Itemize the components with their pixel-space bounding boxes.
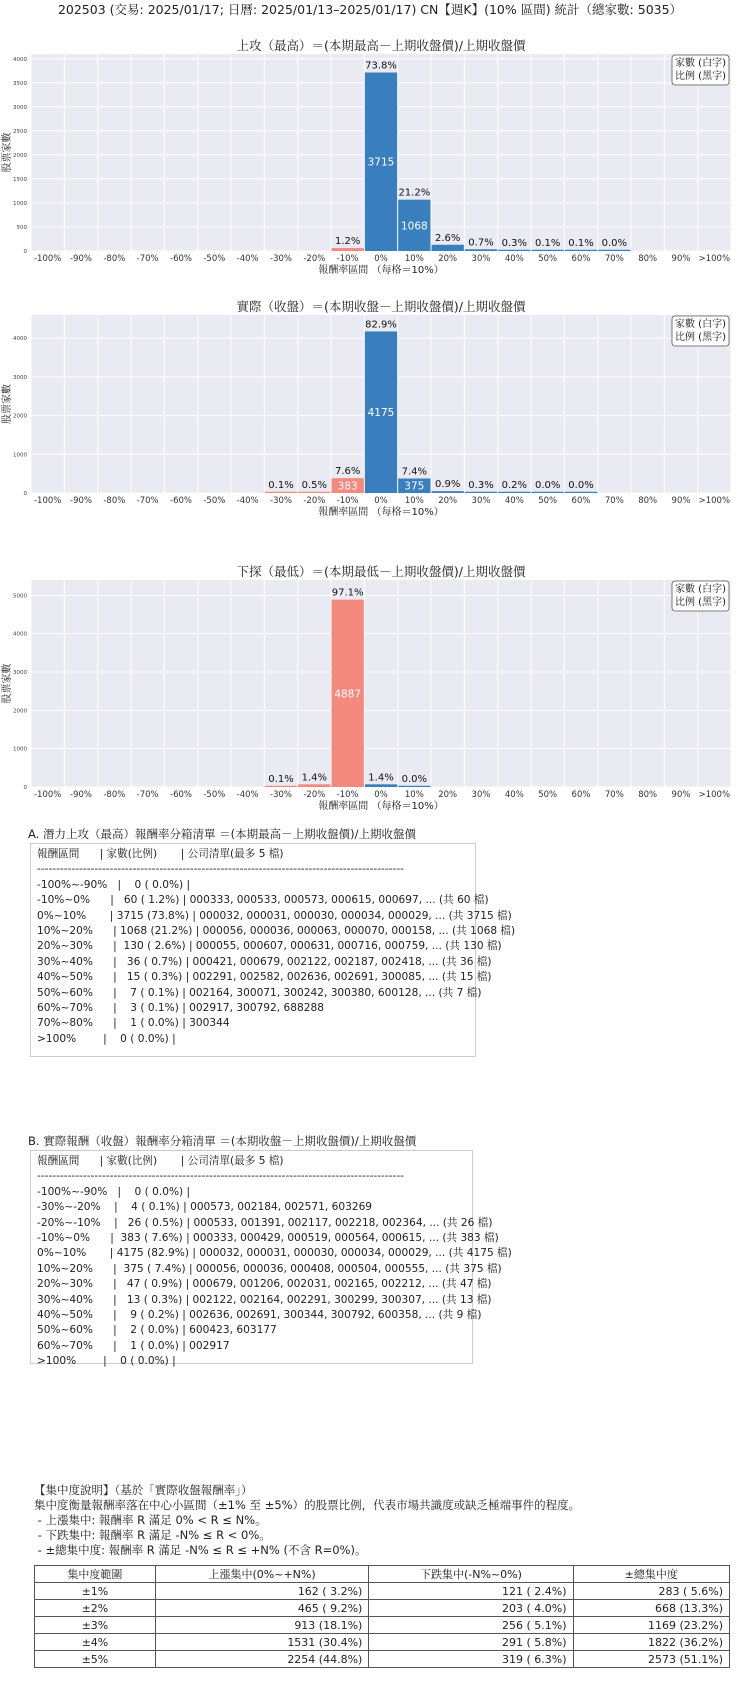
list-item: 0%~10% | 4175 (82.9%) | 000032, 000031, 000030, 000034, 000029, ... (共 4175 檔)	[37, 1247, 512, 1260]
x-tick-label: -60%	[170, 496, 192, 506]
list-item: >100% | 0 ( 0.0%) |	[37, 1032, 176, 1045]
list-item: -100%~-90% | 0 ( 0.0%) |	[37, 878, 191, 891]
bar-count-label: 375	[404, 480, 425, 493]
table-row	[35, 1617, 730, 1634]
x-tick-label: -30%	[270, 254, 292, 264]
x-tick-label: 30%	[471, 790, 491, 800]
table-row	[35, 1583, 730, 1600]
bar-pct-label: 7.6%	[334, 466, 361, 478]
chart-title: 下探（最低）＝(本期最低－上期收盤價)/上期收盤價	[236, 564, 526, 579]
list-item: 10%~20% | 375 ( 7.4%) | 000056, 000036, 000408, 000504, 000555, ... (共 375 檔)	[37, 1262, 502, 1275]
y-tick-label: 1000	[13, 452, 27, 459]
bar-pct-label: 0.2%	[501, 479, 528, 491]
bar	[398, 786, 430, 787]
table-cell: 2254 (44.8%)	[155, 1651, 369, 1668]
x-tick-label: >100%	[698, 496, 731, 506]
legend-entry: 家數 (白字)	[675, 319, 726, 330]
concentration-header-row	[35, 1566, 730, 1583]
list-item: 0%~10% | 3715 (73.8%) | 000032, 000031, 000030, 000034, 000029, ... (共 3715 檔)	[37, 909, 512, 922]
list-divider: ------------------------------------------------------------------------------------------------	[37, 1170, 404, 1183]
bar	[565, 492, 597, 493]
bar-count-label: 383	[337, 480, 358, 493]
table-row	[35, 1634, 730, 1651]
y-axis-label: 股票家數	[2, 663, 13, 704]
table-cell: 256 ( 5.1%)	[369, 1617, 573, 1634]
x-tick-label: 40%	[504, 496, 524, 506]
x-tick-label: 30%	[471, 254, 491, 264]
list-item: 20%~30% | 47 ( 0.9%) | 000679, 001206, 002031, 002165, 002212, ... (共 47 檔)	[37, 1278, 492, 1291]
x-tick-label: 50%	[538, 790, 558, 800]
concentration-line: - 下跌集中: 報酬率 R 滿足 -N% ≤ R < 0%。	[34, 1528, 271, 1542]
legend-entry: 家數 (白字)	[675, 584, 726, 595]
table-cell: 465 ( 9.2%)	[155, 1600, 369, 1617]
bar	[265, 786, 297, 787]
x-tick-label: 30%	[471, 496, 491, 506]
list-b-title: B. 實際報酬（收盤）報酬率分箱清單 ＝(本期收盤－上期收盤價)/上期收盤價	[28, 1134, 417, 1148]
table-cell: 1531 (30.4%)	[155, 1634, 369, 1651]
bar	[298, 784, 330, 787]
list-item: 70%~80% | 1 ( 0.0%) | 300344	[37, 1017, 230, 1030]
table-cell: 319 ( 6.3%)	[369, 1651, 573, 1668]
table-row	[35, 1651, 730, 1668]
y-axis-label: 股票家數	[2, 384, 13, 424]
bar-pct-label: 73.8%	[365, 60, 397, 72]
y-tick-label: 4000	[13, 336, 27, 343]
bar	[298, 492, 330, 493]
y-tick-label: 0	[23, 249, 27, 255]
x-tick-label: -30%	[270, 790, 292, 800]
bar-pct-label: 0.0%	[568, 479, 594, 491]
x-tick-label: -100%	[33, 496, 62, 506]
x-tick-label: -100%	[33, 790, 62, 800]
x-tick-label: -70%	[136, 496, 159, 506]
x-tick-label: 60%	[571, 496, 591, 506]
y-axis-label: 股票家數	[2, 132, 13, 173]
x-tick-label: 90%	[671, 254, 691, 264]
chart-title: 上攻（最高）＝(本期最高－上期收盤價)/上期收盤價	[236, 38, 526, 53]
table-cell: 162 ( 3.2%)	[155, 1583, 369, 1600]
list-item: -10%~0% | 60 ( 1.2%) | 000333, 000533, 000573, 000615, 000697, ... (共 60 檔)	[37, 894, 489, 907]
bar	[265, 492, 297, 493]
list-header: 報酬區間 | 家數(比例) | 公司清單(最多 5 檔)	[37, 1155, 284, 1167]
x-tick-label: 20%	[438, 254, 458, 264]
x-axis-label: 報酬率區間 （每格＝10%）	[318, 507, 444, 518]
list-divider: ------------------------------------------------------------------------------------------------	[37, 863, 404, 876]
x-tick-label: 10%	[404, 254, 424, 264]
x-tick-label: -100%	[33, 254, 62, 264]
x-tick-label: -70%	[136, 790, 159, 800]
table-cell: 291 ( 5.8%)	[369, 1634, 573, 1651]
legend-entry: 比例 (黑字)	[675, 332, 726, 343]
bar-pct-label: 1.4%	[301, 772, 328, 784]
list-item: >100% | 0 ( 0.0%) |	[37, 1355, 176, 1368]
bar	[498, 250, 530, 251]
x-tick-label: -90%	[70, 254, 92, 264]
bar	[532, 492, 564, 493]
list-item: 50%~60% | 7 ( 0.1%) | 002164, 300071, 300242, 300380, 600128, ... (共 7 檔)	[37, 986, 482, 999]
bar-count-label: 1068	[400, 220, 428, 233]
chart-actual	[0, 296, 740, 550]
legend-entry: 比例 (黑字)	[675, 71, 726, 82]
x-tick-label: -40%	[236, 254, 259, 264]
concentration-line: - ±總集中度: 報酬率 R 滿足 -N% ≤ R ≤ +N% (不含 R=0%)。	[34, 1543, 367, 1557]
y-tick-label: 2500	[13, 128, 27, 135]
table-cell: 121 ( 2.4%)	[369, 1583, 573, 1600]
chart-upside	[0, 35, 740, 289]
x-tick-label: 70%	[604, 496, 624, 506]
x-tick-label: 80%	[638, 496, 658, 506]
y-tick-label: 2000	[13, 708, 27, 715]
x-tick-label: -50%	[203, 254, 226, 264]
list-b-box	[30, 1150, 512, 1368]
x-tick-label: -70%	[136, 254, 159, 264]
table-cell: ±3%	[35, 1617, 156, 1634]
list-item: -20%~-10% | 26 ( 0.5%) | 000533, 001391, 002117, 002218, 002364, ... (共 26 檔)	[37, 1216, 493, 1229]
list-item: 20%~30% | 130 ( 2.6%) | 000055, 000607, 000631, 000716, 000759, ... (共 130 檔)	[37, 940, 502, 953]
bar-pct-label: 2.6%	[434, 232, 461, 244]
x-tick-label: -80%	[103, 790, 126, 800]
bar-count-label: 4175	[367, 407, 395, 420]
x-tick-label: 0%	[374, 790, 388, 800]
x-tick-label: 80%	[638, 254, 658, 264]
bar-count-label: 3715	[367, 156, 395, 169]
y-tick-label: 1500	[13, 176, 27, 183]
bar-pct-label: 0.3%	[468, 479, 494, 491]
table-cell: 668 (13.3%)	[573, 1600, 729, 1617]
x-tick-label: -60%	[170, 790, 192, 800]
col-header: 集中度範圍	[35, 1566, 156, 1583]
x-axis-label: 報酬率區間 （每格＝10%）	[318, 801, 444, 812]
col-header: 上漲集中(0%~+N%)	[155, 1566, 369, 1583]
x-tick-label: 70%	[604, 790, 624, 800]
bar-pct-label: 1.2%	[334, 236, 361, 248]
x-tick-label: 40%	[504, 254, 524, 264]
x-tick-label: -50%	[203, 496, 226, 506]
bar-pct-label: 0.1%	[568, 237, 594, 249]
y-tick-label: 2000	[13, 152, 27, 159]
x-tick-label: -20%	[303, 254, 326, 264]
x-tick-label: 20%	[438, 496, 458, 506]
col-header: ±總集中度	[573, 1566, 729, 1583]
x-tick-label: 0%	[374, 254, 388, 264]
x-tick-label: 50%	[538, 254, 558, 264]
bar-count-label: 4887	[334, 688, 362, 701]
bar-pct-label: 0.7%	[468, 237, 494, 249]
y-tick-label: 5000	[13, 593, 27, 600]
bar-pct-label: 1.4%	[368, 772, 394, 784]
x-tick-label: 0%	[374, 496, 388, 506]
x-tick-label: -20%	[303, 790, 326, 800]
legend-entry: 比例 (黑字)	[675, 597, 726, 608]
x-axis-label: 報酬率區間 （每格＝10%）	[318, 265, 444, 276]
concentration-table	[34, 1565, 730, 1668]
list-header: 報酬區間 | 家數(比例) | 公司清單(最多 5 檔)	[37, 848, 284, 860]
table-cell: 203 ( 4.0%)	[369, 1600, 573, 1617]
plot-area	[31, 580, 731, 787]
bar-pct-label: 21.2%	[398, 187, 431, 199]
bar	[432, 245, 464, 251]
y-tick-label: 2000	[13, 413, 27, 420]
bar-pct-label: 0.5%	[301, 479, 328, 491]
bar-pct-label: 97.1%	[331, 587, 364, 599]
table-cell: ±4%	[35, 1634, 156, 1651]
y-tick-label: 1000	[13, 200, 27, 207]
list-item: 40%~50% | 9 ( 0.2%) | 002636, 002691, 300344, 300792, 600358, ... (共 9 檔)	[37, 1308, 482, 1321]
bar-pct-label: 0.1%	[268, 773, 294, 785]
x-tick-label: 10%	[404, 496, 424, 506]
bar	[498, 492, 530, 493]
x-tick-label: -90%	[70, 790, 92, 800]
x-tick-label: 60%	[571, 254, 591, 264]
x-tick-label: -80%	[103, 254, 126, 264]
table-cell: 2573 (51.1%)	[573, 1651, 729, 1668]
x-tick-label: -10%	[336, 790, 359, 800]
bar-pct-label: 0.0%	[401, 773, 428, 785]
list-a-title: A. 潛力上攻（最高）報酬率分箱清單 ＝(本期最高－上期收盤價)/上期收盤價	[28, 827, 416, 841]
y-tick-label: 1000	[13, 746, 27, 753]
list-item: 30%~40% | 13 ( 0.3%) | 002122, 002164, 002291, 300299, 300307, ... (共 13 檔)	[37, 1293, 492, 1306]
bar	[532, 250, 564, 251]
table-cell: 1822 (36.2%)	[573, 1634, 729, 1651]
x-tick-label: 90%	[671, 790, 691, 800]
x-tick-label: -10%	[336, 496, 359, 506]
x-tick-label: >100%	[698, 790, 731, 800]
y-tick-label: 4000	[13, 56, 27, 63]
table-cell: 1169 (23.2%)	[573, 1617, 729, 1634]
bar-pct-label: 7.4%	[401, 466, 428, 478]
col-header: 下跌集中(-N%~0%)	[369, 1566, 573, 1583]
list-item: 60%~70% | 3 ( 0.1%) | 002917, 300792, 688288	[37, 1001, 324, 1014]
bar-pct-label: 0.0%	[601, 237, 628, 249]
list-item: -30%~-20% | 4 ( 0.1%) | 000573, 002184, 002571, 603269	[37, 1201, 373, 1214]
bar-pct-label: 0.1%	[534, 237, 561, 249]
x-tick-label: >100%	[698, 254, 731, 264]
x-tick-label: -20%	[303, 496, 326, 506]
bar	[465, 249, 497, 251]
page-title: 202503 (交易: 2025/01/17; 日曆: 2025/01/13–2025/01/17) CN【週K】(10% 區間) 統計（總家數: 5035）	[57, 2, 683, 17]
list-item: 30%~40% | 36 ( 0.7%) | 000421, 000679, 002122, 002187, 002418, ... (共 36 檔)	[37, 955, 492, 968]
list-item: 60%~70% | 1 ( 0.0%) | 002917	[37, 1339, 230, 1352]
bar-pct-label: 82.9%	[365, 319, 397, 331]
table-cell: ±5%	[35, 1651, 156, 1668]
x-tick-label: 50%	[538, 496, 558, 506]
bar-pct-label: 0.1%	[268, 479, 294, 491]
bar-pct-label: 0.0%	[534, 479, 561, 491]
list-item: 40%~50% | 15 ( 0.3%) | 002291, 002582, 002636, 002691, 300085, ... (共 15 檔)	[37, 971, 492, 984]
x-tick-label: 60%	[571, 790, 591, 800]
table-cell: ±1%	[35, 1583, 156, 1600]
x-tick-label: 20%	[438, 790, 458, 800]
table-cell: 283 ( 5.6%)	[573, 1583, 729, 1600]
y-tick-label: 4000	[13, 631, 27, 638]
legend-entry: 家數 (白字)	[675, 58, 726, 69]
bar	[432, 491, 464, 493]
table-cell: 913 (18.1%)	[155, 1617, 369, 1634]
bar-pct-label: 0.3%	[501, 237, 528, 249]
bar	[332, 248, 364, 251]
x-tick-label: 80%	[638, 790, 658, 800]
y-tick-label: 0	[23, 785, 27, 791]
x-tick-label: -30%	[270, 496, 292, 506]
x-tick-label: -80%	[103, 496, 126, 506]
table-row	[35, 1600, 730, 1617]
x-tick-label: 10%	[404, 790, 424, 800]
y-tick-label: 500	[16, 224, 27, 231]
concentration-line: - 上漲集中: 報酬率 R 滿足 0% < R ≤ N%。	[34, 1513, 267, 1527]
concentration-notes	[34, 1483, 580, 1558]
y-tick-label: 3500	[13, 80, 27, 87]
concentration-heading: 【集中度說明】（基於「實際收盤報酬率」）	[34, 1483, 253, 1497]
x-tick-label: 90%	[671, 496, 691, 506]
y-tick-label: 0	[23, 491, 27, 497]
x-tick-label: -90%	[70, 496, 92, 506]
y-tick-label: 3000	[13, 374, 27, 381]
list-item: -10%~0% | 383 ( 7.6%) | 000333, 000429, 000519, 000564, 000615, ... (共 383 檔)	[37, 1231, 499, 1244]
y-tick-label: 3000	[13, 104, 27, 111]
list-item: 50%~60% | 2 ( 0.0%) | 600423, 603177	[37, 1324, 277, 1337]
bar	[365, 784, 397, 787]
table-cell: ±2%	[35, 1600, 156, 1617]
x-tick-label: 70%	[604, 254, 624, 264]
x-tick-label: -60%	[170, 254, 192, 264]
bar-pct-label: 0.9%	[434, 479, 461, 491]
list-a-box	[30, 843, 516, 1057]
y-tick-label: 3000	[13, 670, 27, 676]
concentration-line: 集中度衡量報酬率落在中心小區間（±1% 至 ±5%）的股票比例，代表市場共識度或缺乏極端事件的程度。	[34, 1498, 581, 1512]
x-tick-label: -40%	[236, 496, 259, 506]
bar	[565, 250, 597, 251]
chart-downside	[0, 561, 740, 823]
x-tick-label: -10%	[336, 254, 359, 264]
list-item: -100%~-90% | 0 ( 0.0%) |	[37, 1185, 191, 1198]
bar	[465, 492, 497, 493]
bar	[598, 250, 630, 251]
list-item: 10%~20% | 1068 (21.2%) | 000056, 000036, 000063, 000070, 000158, ... (共 1068 檔)	[37, 924, 516, 937]
x-tick-label: -50%	[203, 790, 226, 800]
x-tick-label: -40%	[236, 790, 259, 800]
x-tick-label: 40%	[504, 790, 524, 800]
chart-title: 實際（收盤）＝(本期收盤－上期收盤價)/上期收盤價	[236, 299, 526, 314]
